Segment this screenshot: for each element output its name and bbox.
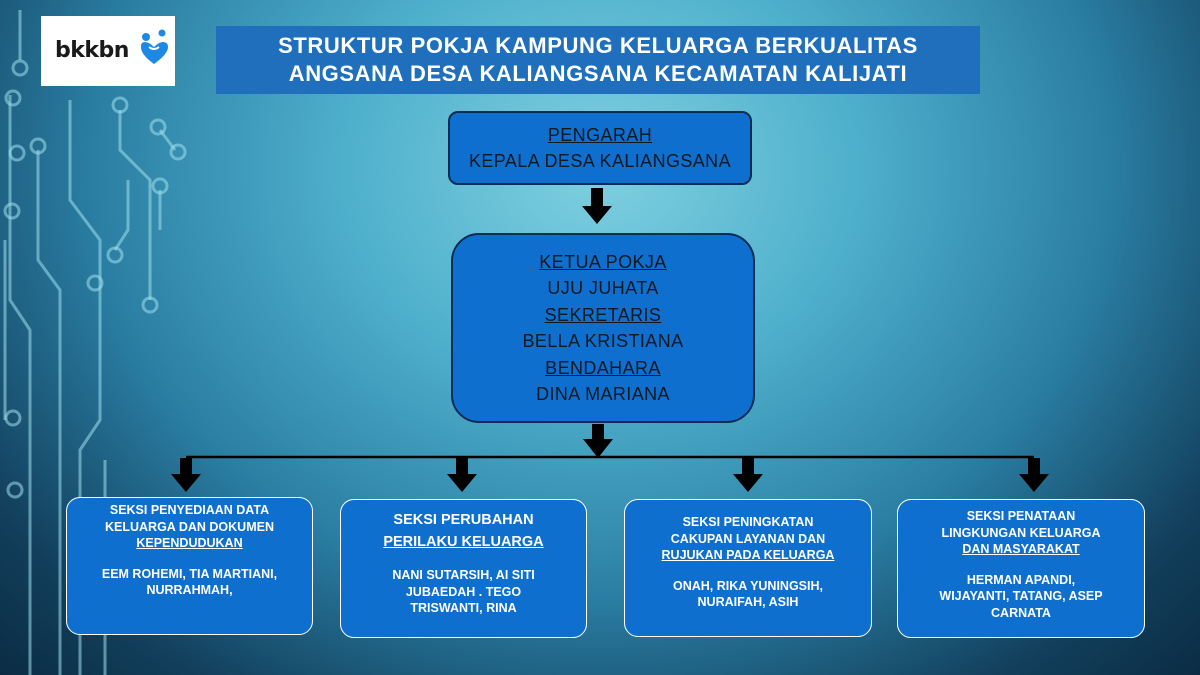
seksi-box (66, 497, 313, 635)
seksi-title-underlined: RUJUKAN PADA KELUARGA (661, 548, 835, 562)
sekretaris-role: SEKRETARIS (544, 304, 662, 325)
bendahara-name: DINA MARIANA (536, 384, 670, 404)
pengarah-role: PENGARAH (547, 124, 653, 145)
logo-text: bkkbn (55, 38, 129, 63)
arrow-down-icon (582, 188, 612, 224)
seksi-title: SEKSI PERUBAHAN (393, 512, 534, 528)
seksi-members: NURAIFAH, ASIH (697, 595, 799, 609)
seksi-members: HERMAN APANDI, (966, 572, 1076, 587)
seksi-title: LINGKUNGAN KELUARGA (941, 525, 1101, 540)
arrow-down-icon (583, 424, 613, 458)
seksi-box (624, 499, 872, 637)
seksi-box (340, 499, 587, 638)
ketua-name: UJU JUHATA (547, 278, 659, 298)
seksi-box (897, 499, 1145, 638)
pengarah-name: KEPALA DESA KALIANGSANA (469, 151, 731, 171)
arrow-down-icon (1019, 458, 1049, 492)
title-line-1: STRUKTUR POKJA KAMPUNG KELUARGA BERKUALITAS (278, 33, 918, 58)
seksi-members: NURRAHMAH, (146, 583, 233, 597)
sekretaris-name: BELLA KRISTIANA (522, 331, 684, 351)
seksi-members: EEM ROHEMI, TIA MARTIANI, (101, 566, 278, 581)
seksi-title: SEKSI PENATAAN (966, 509, 1076, 523)
seksi-title: KELUARGA DAN DOKUMEN (105, 519, 274, 534)
pengurus-box (451, 233, 755, 423)
seksi-members: CARNATA (991, 605, 1051, 620)
arrow-down-icon (733, 458, 763, 492)
seksi-title-underlined: KEPENDUDUKAN (136, 536, 243, 550)
seksi-title: CAKUPAN LAYANAN DAN (670, 531, 826, 546)
seksi-members: ONAH, RIKA YUNINGSIH, (672, 578, 823, 593)
pengarah-box (448, 111, 752, 185)
seksi-members: JUBAEDAH . TEGO (405, 584, 522, 599)
arrow-down-icon (171, 458, 201, 492)
seksi-members: NANI SUTARSIH, AI SITI (392, 568, 535, 582)
bendahara-role: BENDAHARA (545, 357, 661, 378)
arrow-down-icon (447, 458, 477, 492)
seksi-members: WIJAYANTI, TATANG, ASEP (939, 589, 1103, 603)
seksi-title-underlined: PERILAKU KELUARGA (383, 534, 544, 550)
seksi-title: SEKSI PENYEDIAAN DATA (109, 503, 270, 517)
title-line-2: ANGSANA DESA KALIANGSANA KECAMATAN KALIJATI (288, 61, 908, 86)
seksi-title-underlined: DAN MASYARAKAT (962, 542, 1080, 556)
ketua-role: KETUA POKJA (539, 251, 667, 272)
seksi-title: SEKSI PENINGKATAN (682, 515, 814, 529)
seksi-members: TRISWANTI, RINA (410, 601, 517, 615)
